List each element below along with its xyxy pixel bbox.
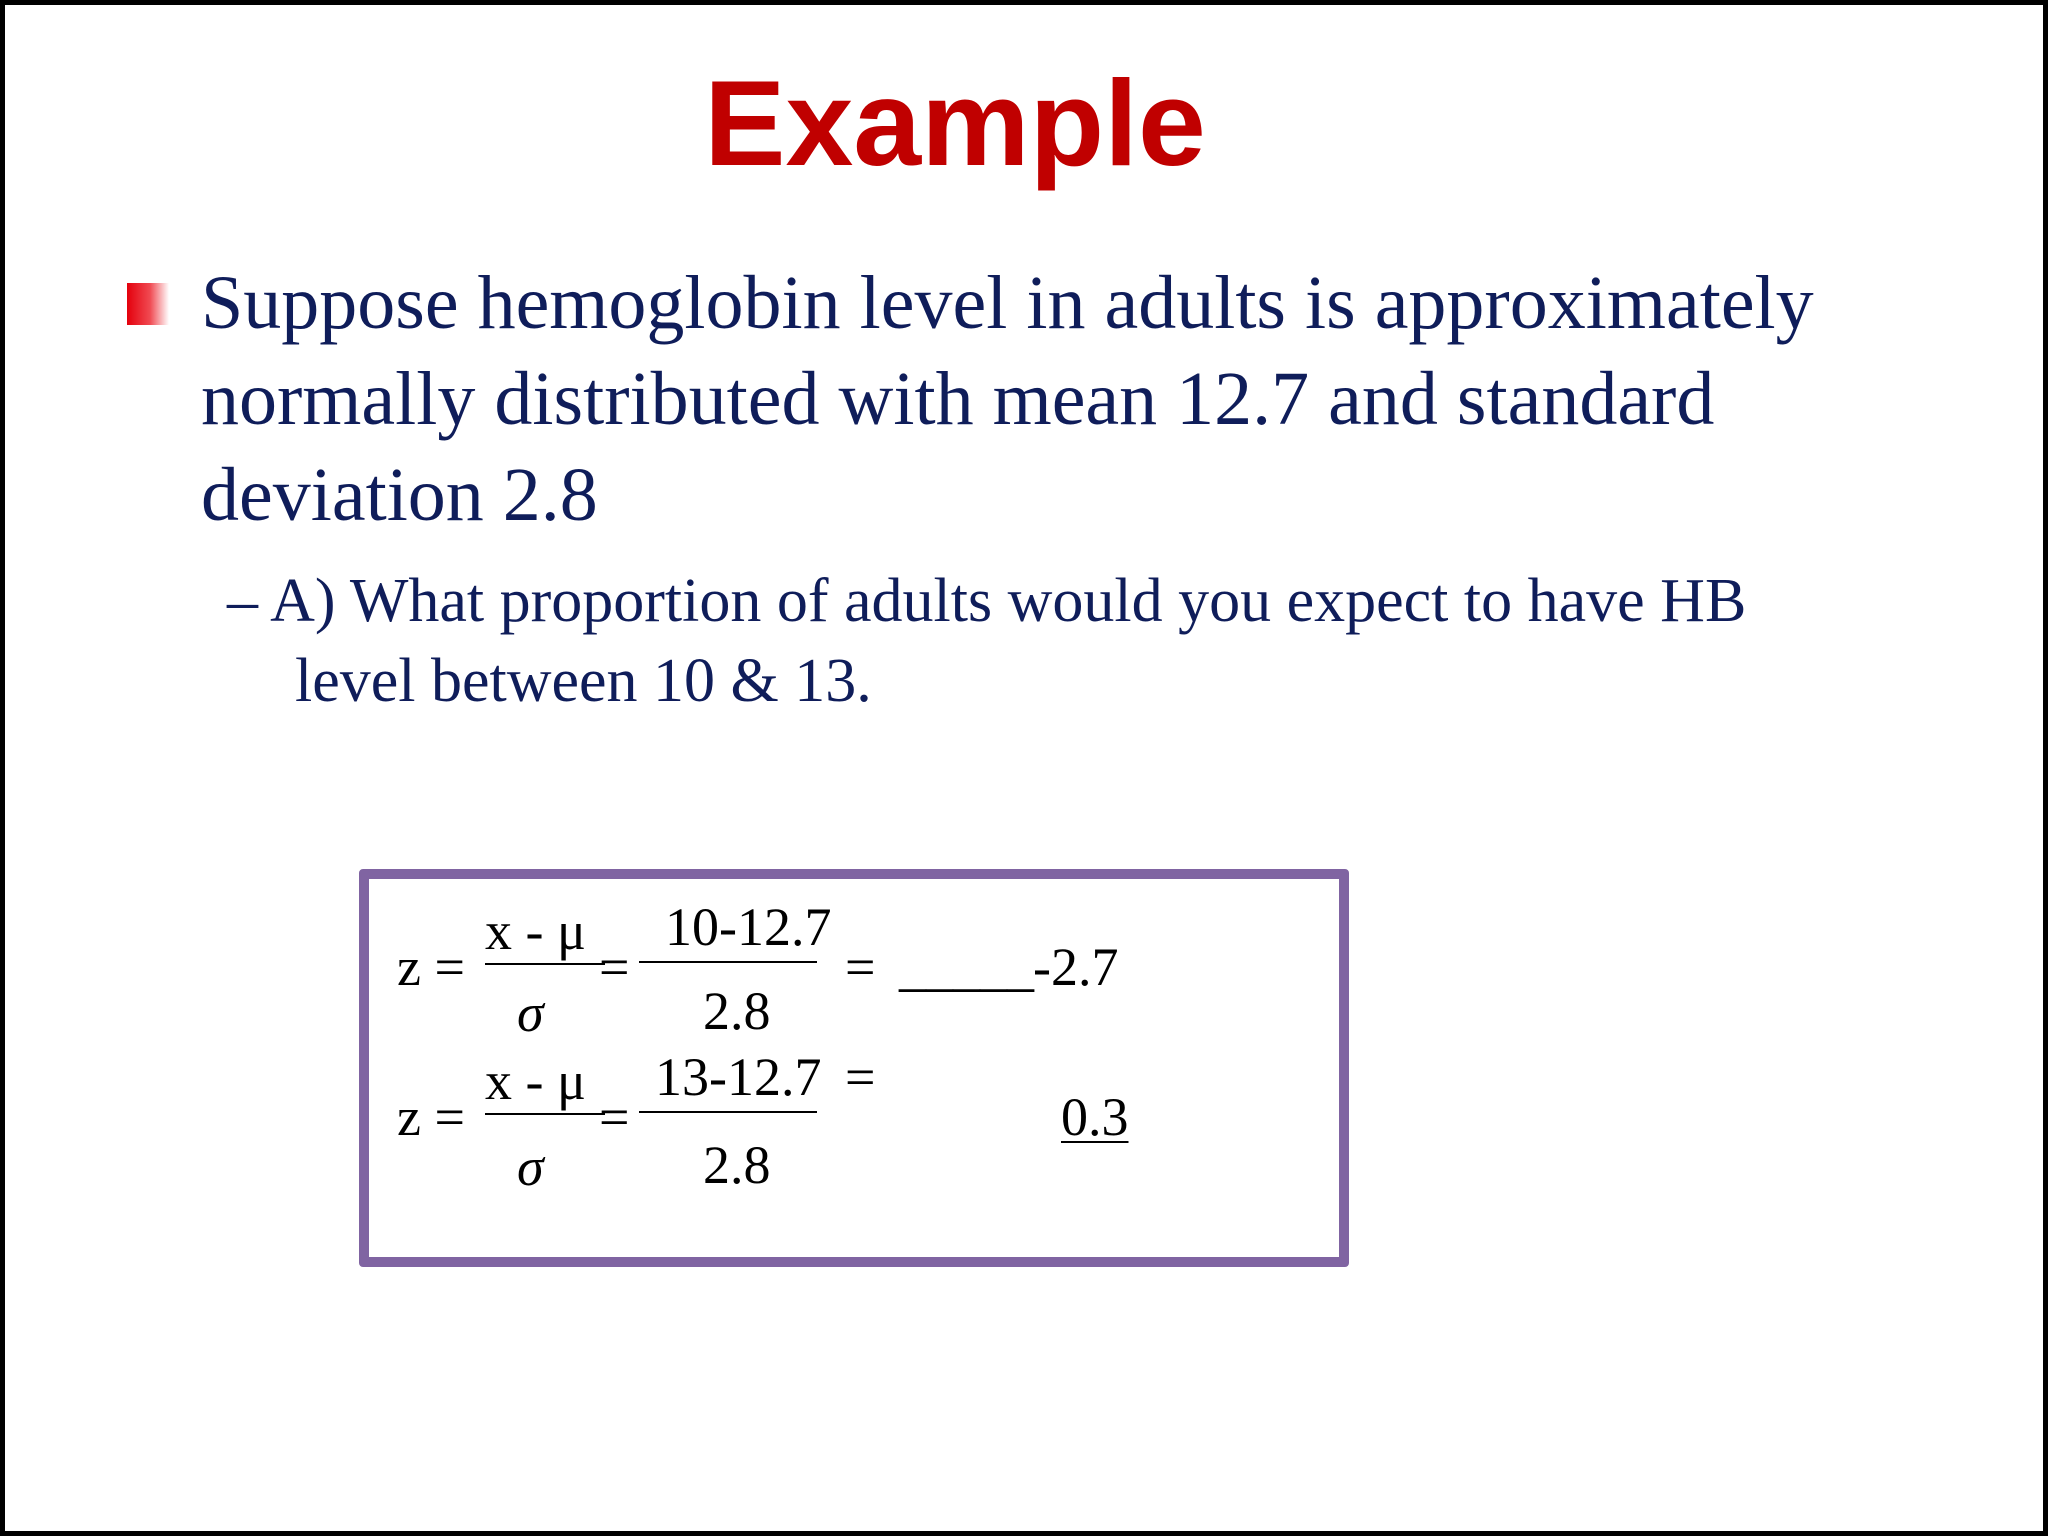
- formula-numerator-1: x - μ: [485, 901, 586, 961]
- fraction-bar-2: [485, 1113, 605, 1115]
- equals-1a: =: [599, 937, 630, 997]
- sigma-denominator-2: σ: [517, 1137, 544, 1197]
- sub-bullet-paragraph: [227, 561, 1746, 721]
- formula-numerator-2: x - μ: [485, 1051, 586, 1111]
- bullet-line-2: normally distributed with mean 12.7 and standard: [201, 357, 1715, 441]
- bullet-line-1: Suppose hemoglobin level in adults is approximately: [201, 261, 1814, 345]
- value-fraction-bar-1: [639, 961, 817, 963]
- slide: [5, 5, 2043, 1531]
- formula-box: [359, 869, 1349, 1267]
- equals-2a: =: [599, 1087, 630, 1147]
- value-numerator-2: 13-12.7: [655, 1047, 822, 1107]
- z-result-2: 0.3: [1061, 1087, 1129, 1147]
- slide-title: Example: [704, 55, 1206, 191]
- value-denominator-2: 2.8: [703, 1135, 771, 1195]
- value-denominator-1: 2.8: [703, 981, 771, 1041]
- value-numerator-1: 10-12.7: [665, 897, 832, 957]
- z-label-1: z =: [397, 937, 465, 997]
- z-label-2: z =: [397, 1087, 465, 1147]
- bullet-line-3: deviation 2.8: [201, 453, 598, 537]
- fraction-bar-1: [485, 963, 605, 965]
- bullet-square-icon: [127, 283, 169, 325]
- bullet-paragraph: [201, 255, 1814, 543]
- z-result-1: -2.7: [1033, 937, 1119, 997]
- equals-1b: =: [845, 937, 876, 997]
- value-fraction-bar-2: [639, 1111, 817, 1113]
- sub-bullet-line-2: level between 10 & 13.: [295, 647, 872, 715]
- answer-blank-1: _____: [899, 937, 1034, 997]
- sigma-denominator-1: σ: [517, 983, 544, 1043]
- sub-bullet-line-1: – A) What proportion of adults would you expect to have HB: [227, 567, 1747, 635]
- equals-2b: =: [845, 1047, 876, 1107]
